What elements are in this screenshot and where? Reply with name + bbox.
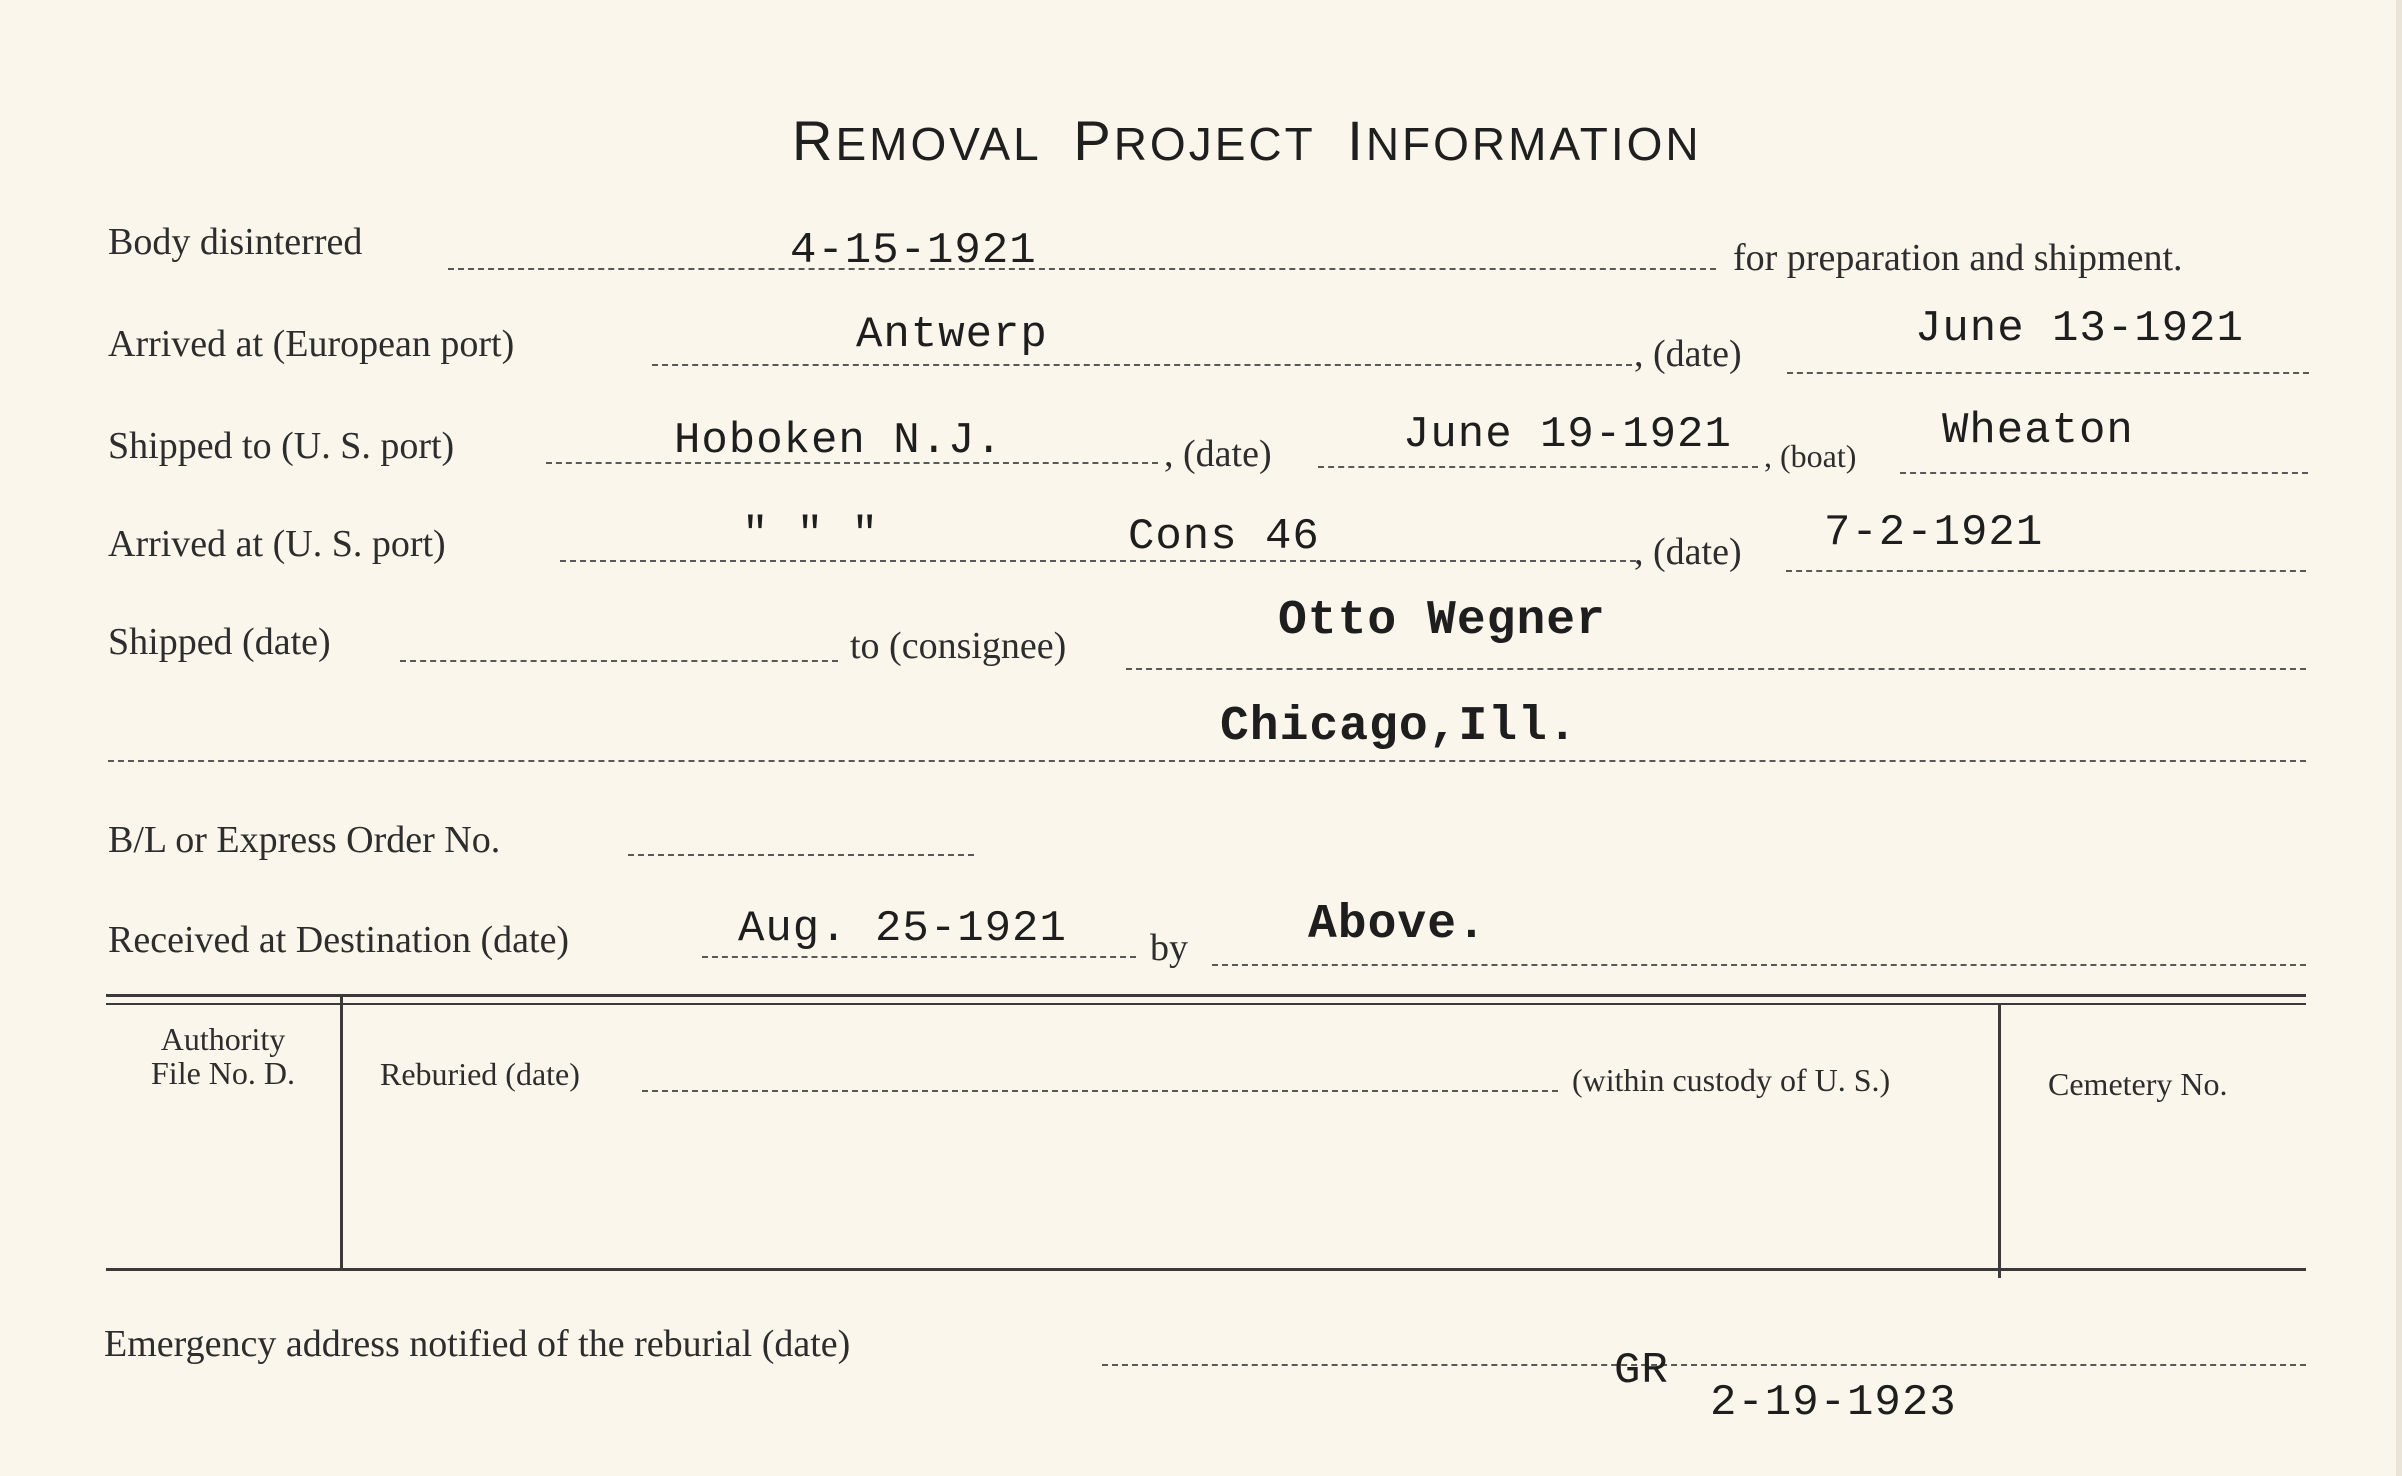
box-top-rule xyxy=(106,994,2306,997)
dotted-line xyxy=(1786,570,2306,572)
emergency-initials-value: GR xyxy=(1614,1346,1669,1396)
dotted-line xyxy=(1787,372,2309,374)
shipped-date-label: Shipped (date) xyxy=(108,621,331,663)
consignee-name-value: Otto Wegner xyxy=(1278,594,1606,648)
body-disinterred-label: Body disinterred xyxy=(108,221,363,263)
european-port-value: Antwerp xyxy=(856,310,1048,360)
card-title: REMOVAL PROJECT INFORMATION xyxy=(792,109,1702,172)
dotted-line xyxy=(628,854,974,856)
to-consignee-label: to (consignee) xyxy=(850,625,1067,667)
dotted-line xyxy=(1102,1364,2306,1366)
box-divider-left xyxy=(340,996,343,1268)
us-shipped-date-value: June 19-1921 xyxy=(1403,410,1732,460)
dotted-line xyxy=(1212,964,2306,966)
box-top-rule-inner xyxy=(106,1003,2306,1005)
date-label: , (date) xyxy=(1634,333,1742,375)
within-custody-label: (within custody of U. S.) xyxy=(1572,1062,1891,1098)
boat-label: , (boat) xyxy=(1764,438,1857,474)
consignee-city-value: Chicago,Ill. xyxy=(1220,700,1578,754)
arrived-us-port-label: Arrived at (U. S. port) xyxy=(108,523,446,565)
emergency-date-value: 2-19-1923 xyxy=(1710,1378,1957,1428)
reburied-label: Reburied (date) xyxy=(380,1056,580,1092)
bl-order-label: B/L or Express Order No. xyxy=(108,819,501,861)
boat-name-value: Wheaton xyxy=(1942,406,2134,456)
dotted-line xyxy=(652,364,1632,366)
shipped-to-us-port-label: Shipped to (U. S. port) xyxy=(108,425,455,467)
us-port-cons-value: Cons 46 xyxy=(1128,512,1320,562)
us-port-ditto-value: " " " xyxy=(742,510,880,560)
dotted-line xyxy=(1126,668,2306,670)
received-destination-label: Received at Destination (date) xyxy=(108,919,570,961)
dotted-line xyxy=(400,660,838,662)
dotted-line xyxy=(1318,466,1758,468)
arrived-european-port-label: Arrived at (European port) xyxy=(108,323,515,365)
cemetery-no-label: Cemetery No. xyxy=(2048,1066,2228,1102)
dotted-line xyxy=(108,760,2306,762)
box-divider-right xyxy=(1998,1003,2001,1278)
received-by-value: Above. xyxy=(1308,898,1487,952)
european-arrival-date-value: June 13-1921 xyxy=(1915,304,2244,354)
by-label: by xyxy=(1150,927,1188,969)
authority-file-label: Authority File No. D. xyxy=(151,1021,295,1091)
dotted-line xyxy=(642,1090,1558,1092)
dotted-line xyxy=(702,956,1136,958)
box-bottom-rule xyxy=(106,1268,2306,1271)
emergency-label: Emergency address notified of the reburial (date) xyxy=(104,1323,851,1365)
date-label: , (date) xyxy=(1164,433,1272,475)
dotted-line xyxy=(1900,472,2308,474)
date-label: , (date) xyxy=(1634,531,1742,573)
dotted-line xyxy=(448,268,1716,270)
disinterred-date-value: 4-15-1921 xyxy=(790,226,1037,276)
us-arrival-date-value: 7-2-1921 xyxy=(1824,508,2044,558)
us-port-shipped-value: Hoboken N.J. xyxy=(674,416,1003,466)
for-preparation-label: for preparation and shipment. xyxy=(1733,237,2183,279)
dotted-line xyxy=(560,560,1636,562)
received-date-value: Aug. 25-1921 xyxy=(738,904,1067,954)
